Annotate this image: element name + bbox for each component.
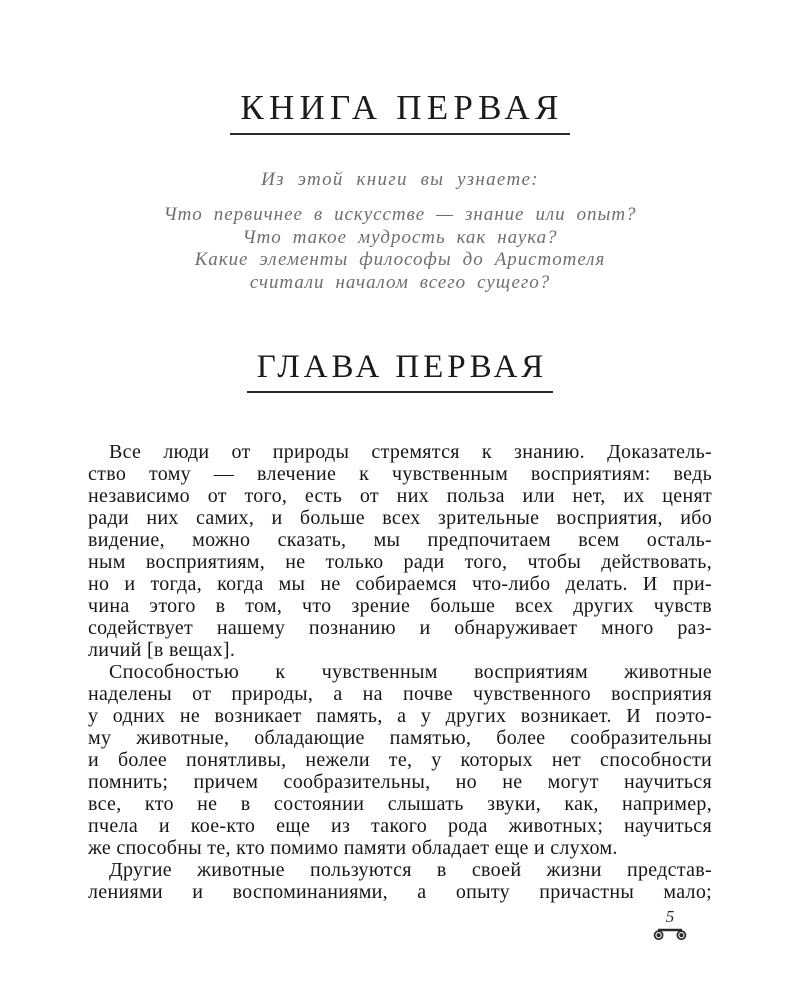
page-number: 5 — [665, 907, 675, 926]
paragraph-1 — [88, 441, 712, 661]
text-line: Способностью к чувственным восприятиям животные — [109, 661, 712, 683]
text-line: Другие животные пользуются в своей жизни представ- — [109, 859, 712, 881]
text-line: но и тогда, когда мы не собираемся что-либо делать. И при- — [88, 573, 712, 595]
book-heading-block — [0, 90, 800, 135]
chapter-heading-block — [0, 350, 800, 393]
intro-question-line: считали началом всего сущего? — [249, 271, 551, 293]
text-line: личий [в вещах]. — [88, 639, 236, 661]
scroll-flourish-icon — [652, 926, 688, 941]
text-line: у одних не возникает память, а у других возникает. И поэто- — [88, 705, 712, 727]
text-line: ради них самих, и больше всех зрительные восприятия, ибо — [88, 507, 712, 529]
paragraph-3 — [88, 859, 712, 903]
text-line: ным восприятиям, не только ради того, чтобы действовать, — [88, 551, 712, 573]
page-footer-folio — [650, 908, 690, 941]
text-line: му животные, обладающие памятью, более сообразительны — [88, 727, 712, 749]
intro-question-line: Что такое мудрость как наука? — [242, 226, 558, 248]
text-line: же способны те, кто помимо памяти обладает еще и слухом. — [88, 837, 618, 859]
chapter-heading: ГЛАВА ПЕРВАЯ — [247, 350, 553, 393]
book-heading: КНИГА ПЕРВАЯ — [230, 90, 569, 135]
text-line: независимо от того, есть от них польза или нет, их ценят — [88, 485, 712, 507]
text-line: пчела и кое-кто еще из такого рода животных; научиться — [88, 815, 712, 837]
text-line: и более понятливы, нежели те, у которых нет способности — [88, 749, 712, 771]
text-line: лениями и воспоминаниями, а опыту причастны мало; — [88, 881, 712, 903]
intro-lead: Из этой книги вы узнаете: — [261, 169, 539, 190]
text-line: ство тому — влечение к чувственным восприятиям: ведь — [88, 463, 712, 485]
text-line: чина этого в том, что зрение больше всех других чувств — [88, 595, 712, 617]
intro-questions — [60, 204, 740, 294]
text-line: помнить; причем сообразительны, но не могут научиться — [88, 771, 712, 793]
text-line: содействует нашему познанию и обнаруживает много раз- — [88, 617, 712, 639]
text-line: все, кто не в состоянии слышать звуки, как, например, — [88, 793, 712, 815]
text-line: наделены от природы, а на почве чувственного восприятия — [88, 683, 712, 705]
text-line: Все люди от природы стремятся к знанию. Доказатель- — [109, 441, 712, 463]
intro-question-line: Какие элементы философы до Аристотеля — [194, 249, 606, 270]
intro-question-line: Что первичнее в искусстве — знание или опыт? — [163, 204, 637, 225]
text-line: видение, можно сказать, мы предпочитаем всем осталь- — [88, 529, 712, 551]
body-text — [88, 441, 712, 903]
paragraph-2 — [88, 661, 712, 859]
